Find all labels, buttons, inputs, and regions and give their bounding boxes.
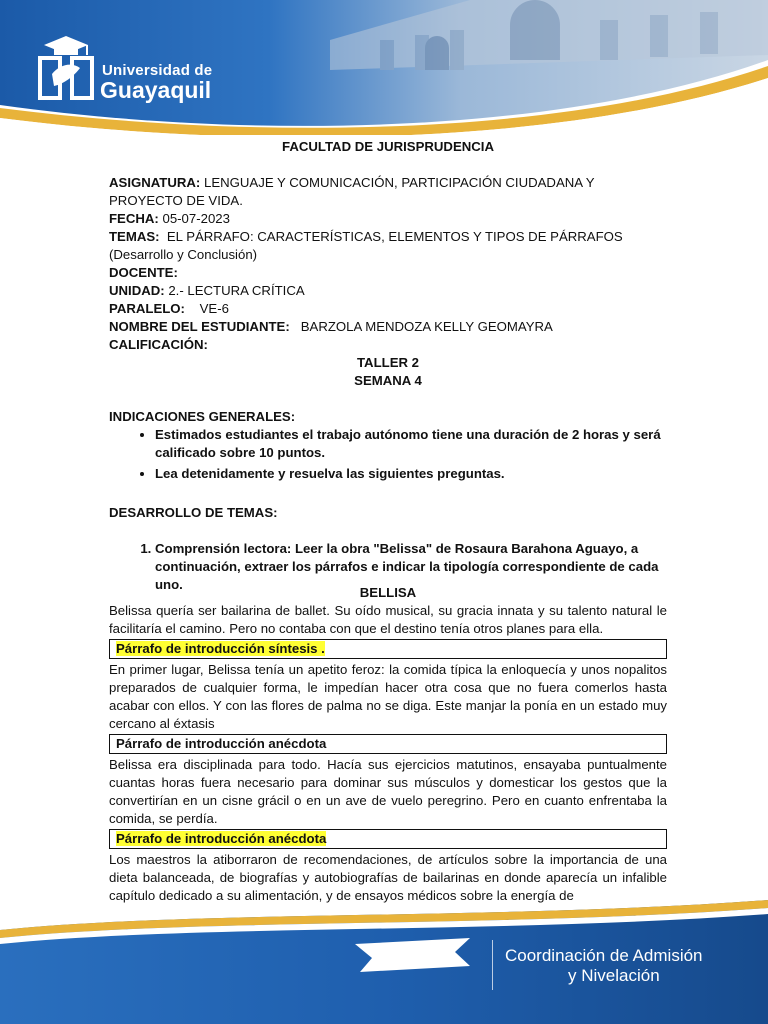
field-label: CALIFICACIÓN:: [109, 337, 208, 352]
paragraph-type-label: Párrafo de introducción anécdota: [116, 736, 327, 751]
field-label: FECHA:: [109, 211, 159, 226]
field-estudiante: [109, 318, 667, 336]
footer-title-line2: y Nivelación: [568, 966, 660, 985]
field-label: TEMAS:: [109, 229, 160, 244]
footer-title-line1: Coordinación de Admisión: [505, 946, 703, 965]
list-item: • Estimados estudiantes el trabajo autónomo tiene una duración de 2 horas y será calificado sobre 10 puntos.: [155, 426, 667, 462]
graduation-cap-icon: [36, 34, 96, 102]
field-fecha: [109, 210, 667, 228]
indicaciones-list: [109, 426, 667, 483]
logo-text-line2: Guayaquil: [100, 77, 212, 103]
taller-title: TALLER 2: [356, 355, 420, 370]
field-value: 2.- LECTURA CRÍTICA: [164, 283, 305, 298]
field-label: PARALELO:: [109, 301, 185, 316]
field-calificacion: [109, 336, 667, 354]
logo-text-line1: Universidad de: [102, 62, 213, 79]
story-paragraph-4: Los maestros la atiborraron de recomendaciones, de artículos sobre la importancia de una dieta balanceada, de biografías y autobiografías de bailarinas en donde aparecía un infalible capítulo dedicado a su alimentación, y de ensayos médicos sobre la energía de: [109, 852, 667, 903]
document-body: [109, 138, 667, 594]
semana-title: SEMANA 4: [354, 373, 422, 388]
question-item: 1. Comprensión lectora: Leer la obra "Belissa" de Rosaura Barahona Aguayo, a continuación, extraer los párrafos e indicar la tipología correspondiente de cada uno.: [155, 540, 667, 594]
story-paragraph-2: En primer lugar, Belissa tenía un apetito feroz: la comida típica la enloquecía y unos nopalitos preparados de cualquier forma, le impedían hacer otra cosa que no fuera comerlos hasta acabar con ellos. Y con las flores de palma no se diga. Este manjar la ponía en un estado muy cercano al éxtasis: [109, 662, 667, 731]
field-value: LENGUAJE Y COMUNICACIÓN, PARTICIPACIÓN CIUDADANA Y PROYECTO DE VIDA.: [109, 175, 595, 208]
field-label: ASIGNATURA:: [109, 175, 201, 190]
desarrollo-title: DESARROLLO DE TEMAS:: [109, 505, 278, 520]
field-value: BARZOLA MENDOZA KELLY GEOMAYRA: [289, 319, 553, 334]
university-logo: [36, 34, 226, 104]
field-label: DOCENTE:: [109, 265, 178, 280]
paragraph-type-box-2: [109, 734, 667, 754]
field-unidad: [109, 282, 667, 300]
paragraph-type-box-3: [109, 829, 667, 849]
field-value: VE-6: [184, 301, 229, 316]
field-docente: [109, 264, 667, 282]
paragraph-type-label: Párrafo de introducción anécdota: [116, 831, 327, 846]
field-temas: [109, 228, 667, 264]
paragraph-type-box-1: [109, 639, 667, 659]
field-value: EL PÁRRAFO: CARACTERÍSTICAS, ELEMENTOS Y TIPOS DE PÁRRAFOS (Desarrollo y Conclusión): [109, 229, 627, 262]
page-footer: [0, 900, 768, 1024]
story-paragraph-3: Belissa era disciplinada para todo. Hacía sus ejercicios matutinos, ensayaba puntualmente cuantas horas fuera necesario para dominar sus músculos y domesticar los gestos que la convertirían en un cisne grácil o en un ave de vuelo peregrino. Pero en cuanto enfrentaba la comida, se perdía.: [109, 757, 667, 826]
field-label: UNIDAD:: [109, 283, 165, 298]
story-paragraph-1: Belissa quería ser bailarina de ballet. Su oído musical, su gracia innata y su talento natural le facilitaría el camino. Pero no contaba con que el destino tenía otros planes para ella.: [109, 603, 667, 636]
field-value: 05-07-2023: [158, 211, 230, 226]
indicaciones-title: INDICACIONES GENERALES:: [109, 409, 296, 424]
field-paralelo: [109, 300, 667, 318]
story-section: [109, 584, 667, 905]
field-label: NOMBRE DEL ESTUDIANTE:: [109, 319, 290, 334]
page-header: [0, 0, 768, 135]
paragraph-type-label: Párrafo de introducción síntesis .: [116, 641, 325, 656]
field-asignatura: [109, 174, 667, 210]
faculty-title: FACULTAD DE JURISPRUDENCIA: [282, 139, 494, 154]
list-item: • Lea detenidamente y resuelva las siguientes preguntas.: [155, 465, 667, 483]
story-title: BELLISA: [359, 585, 417, 600]
